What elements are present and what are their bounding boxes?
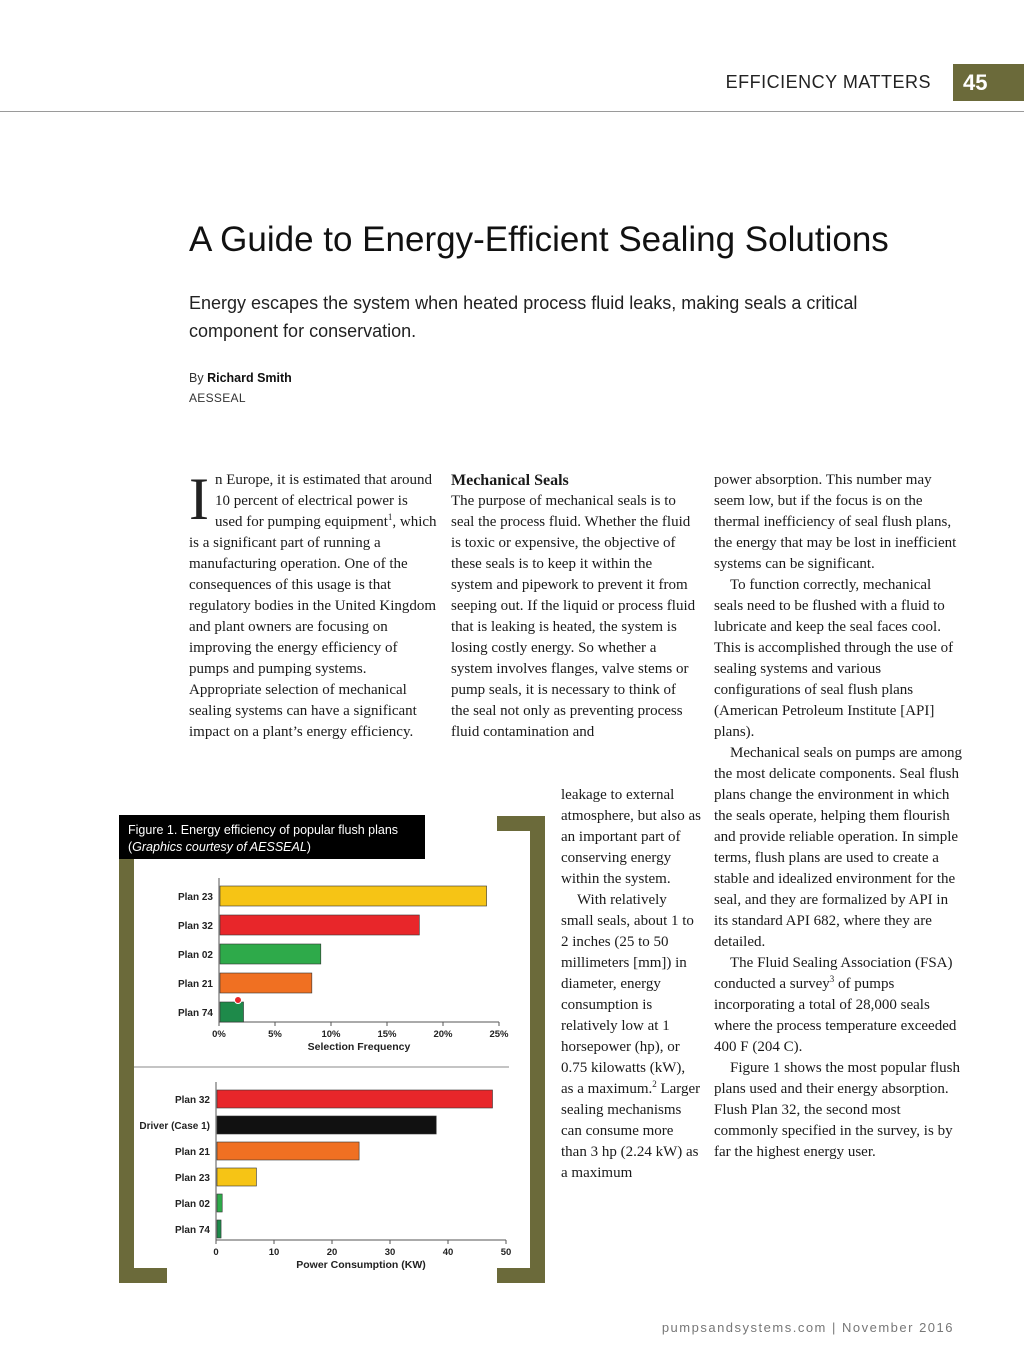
chart-2-category-label: Plan 21 [174,1147,210,1158]
chart-1-category-label: Plan 21 [177,979,213,990]
chart-1-tick-label: 10% [321,1029,341,1040]
column-2-text-b: With relatively small seals, about 1 to 2 inches (25 to 50 millimeters [mm]) in diameter, energy consumption is relatively low at 1 horsepower (hp), or 0.75 kilowatts (kW), as a maximum. [561,892,694,1097]
chart-1-x-axis-title: Selection Frequency [307,1041,411,1053]
body-column-1 [189,466,439,743]
col3-paragraph-1: power absorption. This number may seem low, but if the focus is on the thermal inefficiency of seal flush plans, the energy that may be lost in inefficient systems can be significant. [714,472,957,572]
chart-1-bar [220,915,419,935]
figure-caption [119,815,425,859]
col3-paragraph-5: Figure 1 shows the most popular flush plans used and their energy absorption. Flush Plan 32, the second most commonly specified in the survey, is by far the highest energy user. [714,1060,960,1160]
footnote-ref-2: 2 [652,1079,657,1089]
chart-1-bar [220,1002,244,1022]
chart-1-category-label: Plan 74 [177,1008,213,1019]
chart-1-category-label: Plan 23 [177,892,213,903]
plan-74-marker-icon [235,997,242,1004]
chart-2-category-label: Plan 23 [174,1173,210,1184]
col3-paragraph-3: Mechanical seals on pumps are among the most delicate components. Seal flush plans change the environment in which the seals operate, helping them flourish and provide reliable operation. In simple terms, flush plans are used to create a stable and idealized environment for the seal, and they are formalized by API in its standard API 682, where they are detailed. [714,745,963,950]
article-deck: Energy escapes the system when heated process fluid leaks, making seals a critical component for conservation. [189,293,858,341]
col3-paragraph-2: To function correctly, mechanical seals need to be flushed with a fluid to lubricate and keep the seal faces cool. This is accomplished through the use of sealing systems and various configurations of seal flush plans (American Petroleum Institute [API] plans). [714,577,954,740]
page-number: 45 [953,64,1024,101]
chart-2-bar [217,1116,436,1134]
chart-2-tick-label: 30 [384,1247,396,1258]
chart-2-category-label: Plan 32 [174,1095,210,1106]
chart-1-tick-label: 25% [489,1029,509,1040]
chart-1-bar [220,973,312,993]
footer-site: pumpsandsystems.com [661,1320,827,1335]
chart-1-tick-label: 15% [377,1029,397,1040]
drop-cap: I [189,466,209,532]
footnote-ref-1: 1 [387,512,393,522]
chart-2-bar [217,1090,493,1108]
body-column-2 [451,470,696,743]
col3-paragraph-4 [714,953,964,1058]
column-2-continued-a: leakage to external atmosphere, but also as an important part of conserving energy within the system. [561,787,701,887]
chart-2-bar [217,1194,222,1212]
chart-2-tick-label: 40 [442,1247,454,1258]
chart-2-bar [217,1220,221,1238]
caption-credit: Graphics courtesy of AESSEAL [132,840,307,854]
chart-2-bar [217,1168,256,1186]
intro-paragraph [189,466,439,743]
chart-1-category-label: Plan 02 [177,950,213,961]
chart-2-category-label: Plan 74 [174,1225,210,1236]
intro-text-a: n Europe, it is estimated that around 10 percent of electrical power is used for pumping equipment [214,472,433,530]
col3-p4-text-a: The Fluid Sealing Association (FSA) conducted a survey [714,955,953,992]
footer-separator: | [826,1320,842,1335]
body-column-2-lower [561,785,701,1184]
column-2-continued-b [561,890,701,1184]
chart-2-tick-label: 50 [500,1247,512,1258]
chart-2-tick-label: 0 [213,1247,219,1258]
figure-chart [134,860,519,1280]
body-column-3 [714,470,964,1163]
chart-2-tick-label: 20 [326,1247,338,1258]
article-title: A Guide to Energy-Efficient Sealing Solutions [189,220,889,259]
mechanical-seals-paragraph: The purpose of mechanical seals is to seal the process fluid. Whether the fluid is toxic or expensive, the objective of these seals is to keep it within the system and pipework to prevent it from seeping out. If the liquid or process fluid that is leaking is heated, the system is losing costly energy. So whether a system involves flanges, valve stems or pump seals, it is necessary to think of the seal not only as preventing process fluid contamination and [451,493,696,740]
chart-2-tick-label: 10 [268,1247,280,1258]
column-2-text-c: Larger sealing mechanisms can consume more than 3 hp (2.24 kW) as a maximum [561,1081,701,1181]
intro-text-b: , which is a significant part of running a manufacturing operation. One of the consequences of this usage is that regulatory bodies in the United Kingdom and plant owners are focusing on improving the energy efficiency of pumps and pumping systems. Appropriate selection of mechanical sealing systems can have a significant impact on a plant’s energy efficiency. [189,514,437,740]
chart-1-bar [220,886,487,906]
section-label: EFFICIENCY MATTERS [725,72,931,92]
author-affiliation: AESSEAL [189,391,246,405]
footnote-ref-3: 3 [829,974,835,984]
chart-1-tick-label: 20% [433,1029,453,1040]
chart-1-tick-label: 5% [268,1029,282,1040]
chart-1-tick-label: 0% [212,1029,226,1040]
page-footer [662,1320,954,1335]
chart-1-category-label: Plan 32 [177,921,213,932]
col3-p4-text-b: of pumps incorporating a total of 28,000 seals where the process temperature exceeded 400 F (204 C). [714,976,957,1055]
header-rule [0,111,1024,112]
chart-2-bar [217,1142,359,1160]
chart-2-category-label: Plan 02 [174,1199,210,1210]
chart-2-category-label: Driver (Case 1) [139,1121,210,1132]
footer-date: November 2016 [842,1320,954,1335]
caption-text-a: Figure 1. Energy efficiency of popular flush plans ( [128,823,399,854]
chart-2-x-axis-title: Power Consumption (KW) [296,1259,426,1271]
subhead-mechanical-seals: Mechanical Seals [451,472,569,489]
chart-1-bar [220,944,321,964]
author-name: Richard Smith [207,371,292,385]
byline-prefix: By [189,371,204,385]
byline [189,371,292,385]
caption-text-b: ) [306,840,311,854]
